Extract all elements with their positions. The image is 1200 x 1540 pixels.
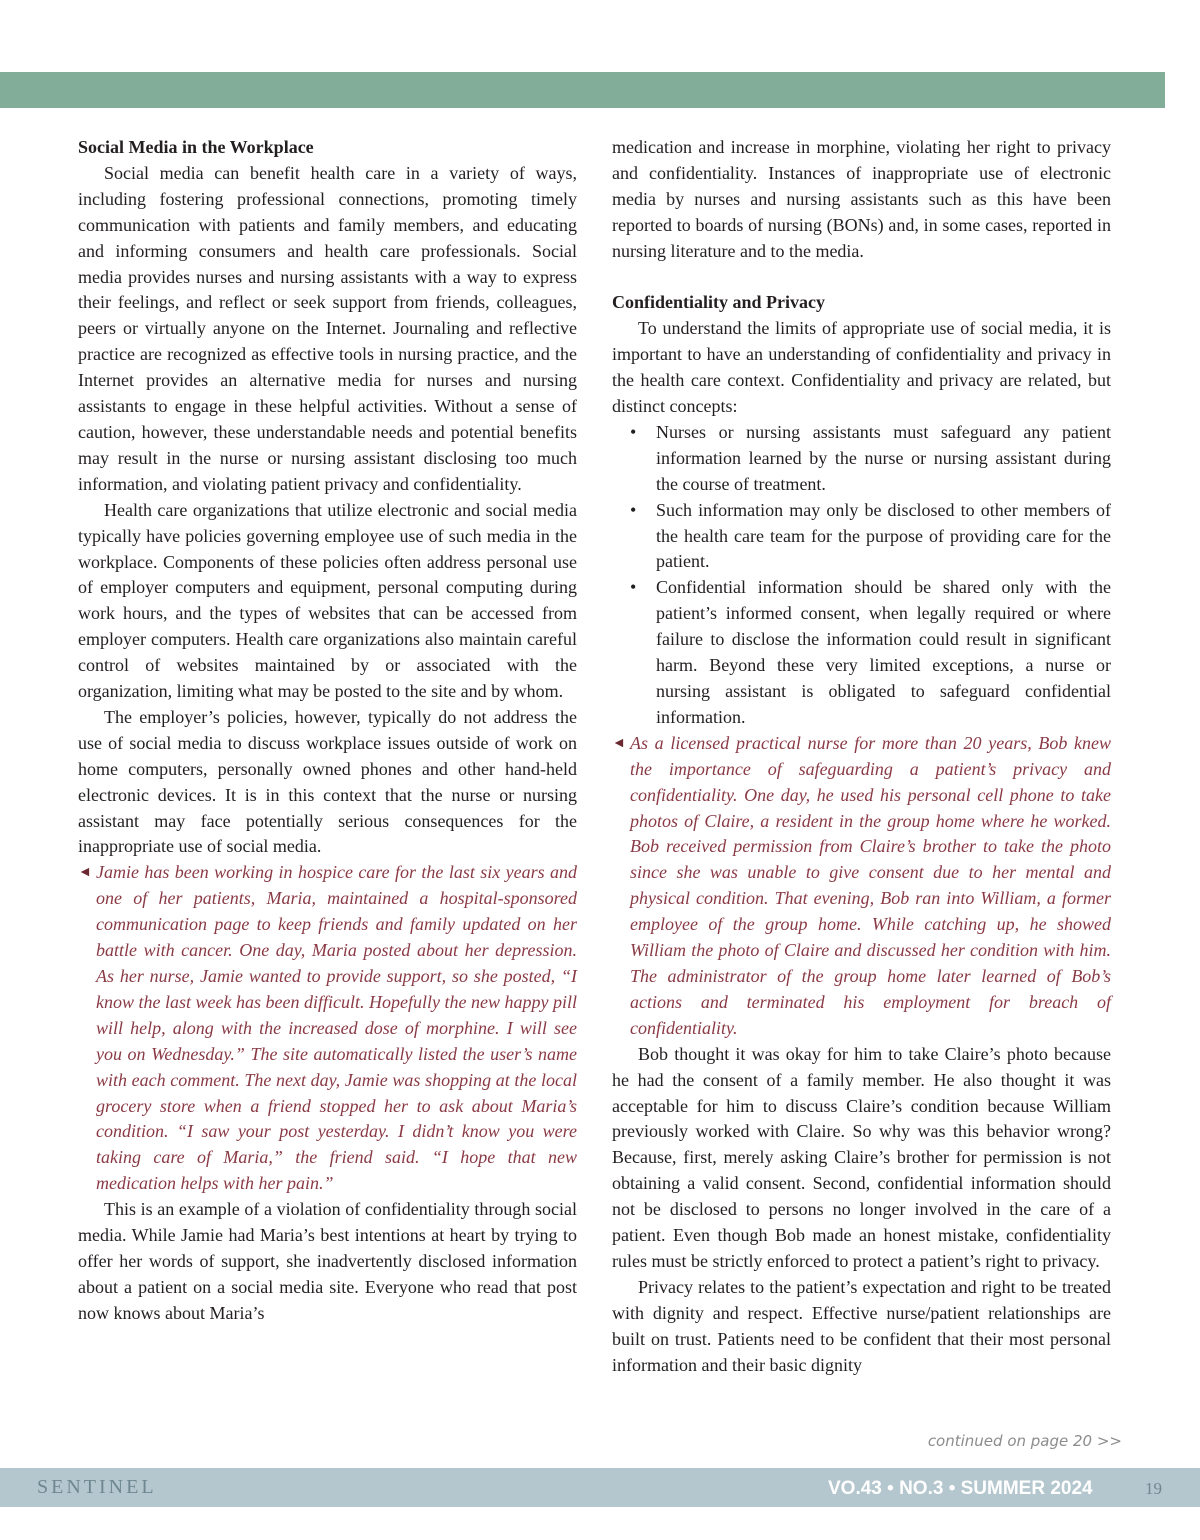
list-item: • Such information may only be disclosed to other members of the health care team for the purpose of providing care for the patient. <box>630 499 1111 572</box>
publication-name: SENTINEL <box>37 1476 157 1498</box>
paragraph: The employer’s policies, however, typically do not address the use of social media to discuss workplace issues outside of work on home computers, personally owned phones and other hand-held electronic devices. It is in this context that the nurse or nursing assistant may face potentially serious consequences for the inappropriate use of social media. <box>78 706 577 857</box>
paragraph: Privacy relates to the patient’s expectation and right to be treated with dignity and respect. Effective nurse/patient relationships are built on trust. Patients need to be confident that their most personal information and their basic dignity <box>612 1276 1111 1375</box>
paragraph: Health care organizations that utilize electronic and social media typically have policies governing employee use of such media in the workplace. Components of these policies often address personal use of employer computers and equipment, personal computing during work hours, and the types of websites that can be accessed from employer computers. Health care organizations also maintain careful control of websites maintained by or associated with the organization, limiting what may be posted to the site and by whom. <box>78 499 577 702</box>
case-study-jamie <box>78 860 577 1197</box>
paragraph: Bob thought it was okay for him to take Claire’s photo because he had the consent of a family member. He also thought it was acceptable for him to discuss Claire’s condition because William previously worked with Claire. So why was this behavior wrong? Because, first, merely asking Claire’s brother for permission is not obtaining a valid consent. Second, confidential information should not be disclosed to persons no longer involved in the care of a patient. Even though Bob made an honest mistake, confidentiality rules must be strictly enforced to protect a patient’s right to privacy. <box>612 1043 1111 1271</box>
list-item: • Confidential information should be shared only with the patient’s informed consent, when legally required or where failure to disclose the information could result in significant harm. Beyond these very limited exceptions, a nurse or nursing assistant is obligated to safeguard confidential information. <box>630 577 1111 727</box>
triangle-left-icon: ◄ <box>78 865 92 881</box>
case-study-text: Jamie has been working in hospice care for the last six years and one of her patients, Maria, maintained a hospital-sponsored communication page to keep friends and family updated on her battle with cancer. One day, Maria posted about her depression. As her nurse, Jamie wanted to provide support, so she posted, “I know the last week has been difficult. Hopefully the new happy pill will help, along with the increased dose of morphine. I will see you on Wednesday.” The site automatically listed the user’s name with each comment. The next day, Jamie was shopping at the local grocery store when a friend stopped her to ask about Maria’s condition. “I saw your post yesterday. I didn’t know you were taking care of Maria,” the friend said. “I hope that new medication helps with her pain.” <box>96 862 577 1194</box>
header-band <box>0 72 1165 108</box>
paragraph: medication and increase in morphine, violating her right to privacy and confidentiality. Instances of inappropriate use of electronic media by nurses and nursing assistants such as this have been reported to boards of nursing (BONs) and, in some cases, reported in nursing literature and to the media. <box>612 137 1111 261</box>
right-column <box>612 135 1111 1378</box>
bullet-icon: • <box>630 421 637 442</box>
paragraph: This is an example of a violation of confidentiality through social media. While Jamie had Maria’s best intentions at heart by trying to offer her words of support, she inadvertently disclosed information about a patient on a social media site. Everyone who read that post now knows about Maria’s <box>78 1199 577 1323</box>
paragraph: Social media can benefit health care in a variety of ways, including fostering professional connections, promoting timely communication with patients and family members, and educating and informing consumers and health care professionals. Social media provides nurses and nursing assistants with a way to express their feelings, and reflect or seek support from friends, colleagues, peers or virtually anyone on the Internet. Journaling and reflective practice are recognized as effective tools in nursing practice, and the Internet provides an alternative media for nurses and nursing assistants to engage in these helpful activities. Without a sense of caution, however, these understandable needs and potential benefits may result in the nurse or nursing assistant disclosing too much information, and violating patient privacy and confidentiality. <box>78 162 577 494</box>
page-number: 19 <box>1145 1479 1162 1498</box>
list-item: • Nurses or nursing assistants must safeguard any patient information learned by the nurse or nursing assistant during the course of treatment. <box>630 421 1111 494</box>
bullet-icon: • <box>630 499 637 520</box>
case-study-bob <box>612 731 1111 1042</box>
bullet-list <box>612 420 1111 731</box>
case-study-text: As a licensed practical nurse for more than 20 years, Bob knew the importance of safeguarding a patient’s privacy and confidentiality. One day, he used his personal cell phone to take photos of Claire, a resident in the group home where he worked. Bob received permission from Claire’s brother to take the photo since she was unable to give consent due to her mental and physical condition. That evening, Bob ran into William, a former employee of the group home. While catching up, he showed William the photo of Claire and discussed her condition with him. The administrator of the group home later learned of Bob’s actions and terminated his employment for breach of confidentiality. <box>630 732 1111 1038</box>
continued-link[interactable]: continued on page 20 >> <box>927 1432 1122 1450</box>
bullet-icon: • <box>630 577 637 598</box>
triangle-left-icon: ◄ <box>612 735 626 751</box>
section-heading-confidentiality: Confidentiality and Privacy <box>612 292 826 313</box>
paragraph: To understand the limits of appropriate use of social media, it is important to have an understanding of confidentiality and privacy in the health care context. Confidentiality and privacy are related, but distinct concepts: <box>612 318 1111 417</box>
left-column <box>78 135 577 1327</box>
section-heading-social-media: Social Media in the Workplace <box>78 137 314 157</box>
issue-info: VO.43 • NO.3 • SUMMER 2024 <box>828 1478 1093 1499</box>
